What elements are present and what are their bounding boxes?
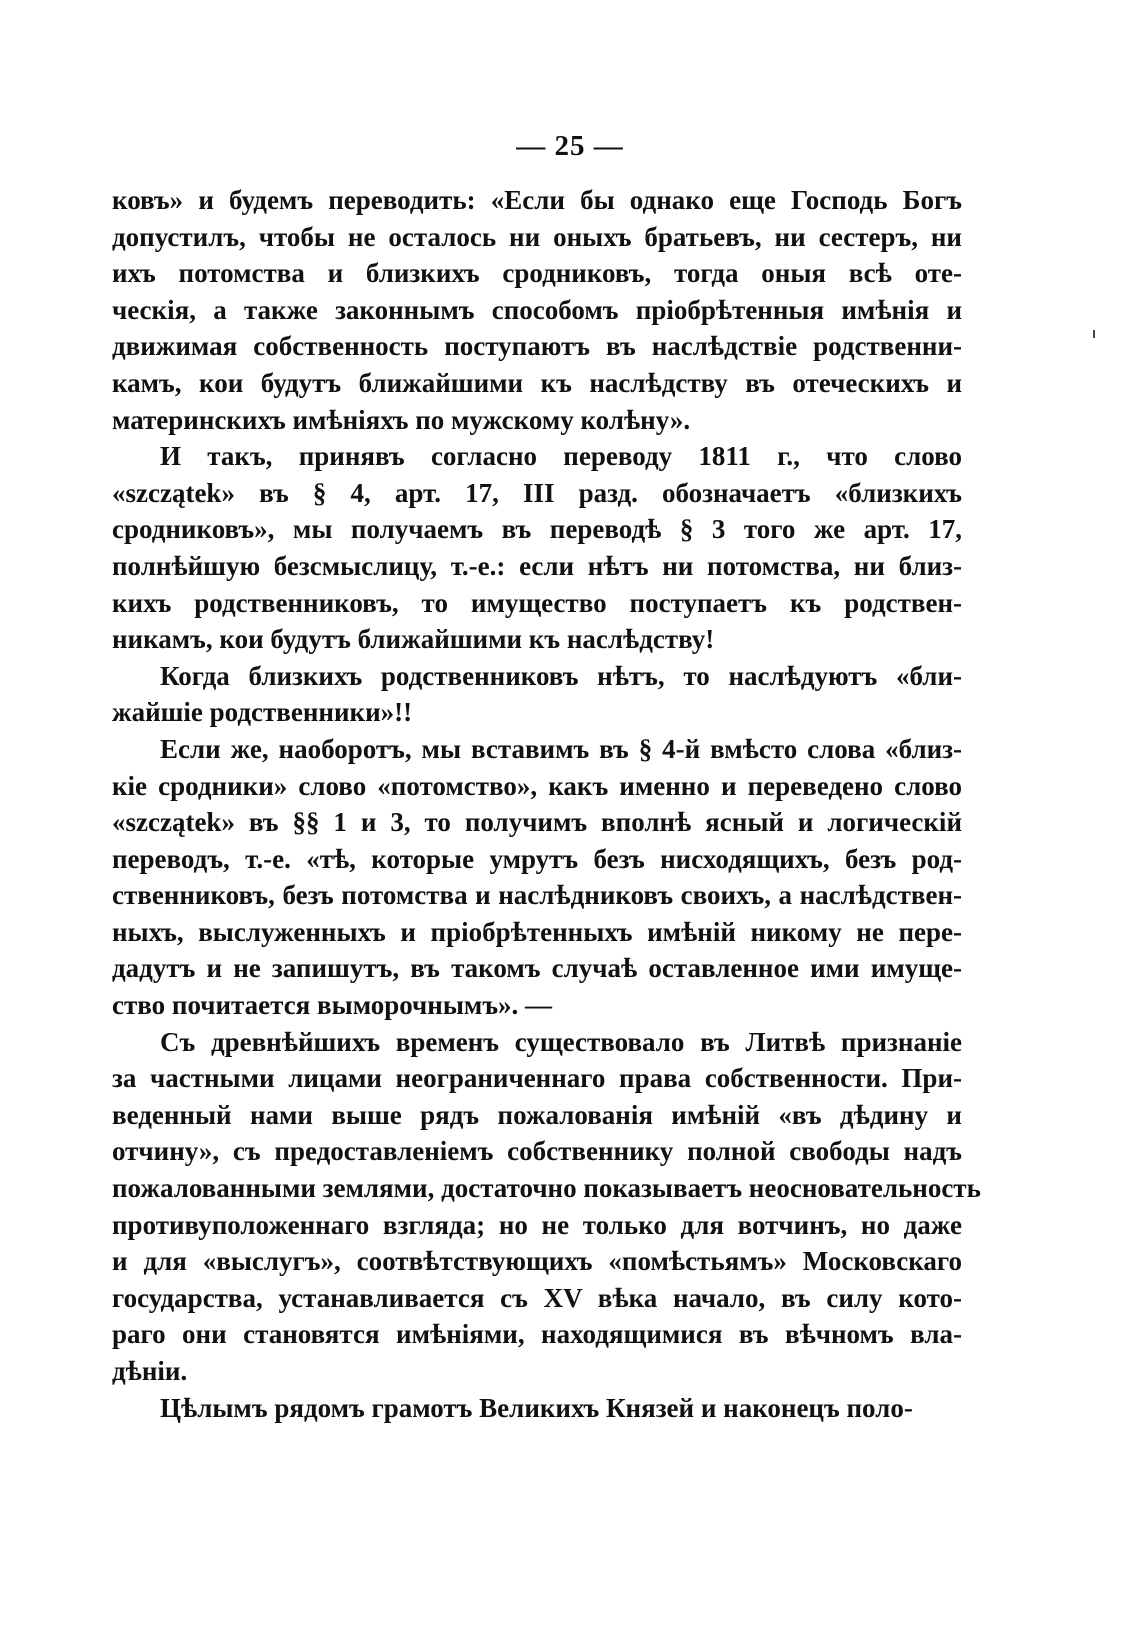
text-line: ческія, а также законнымъ способомъ пріобрѣтенныя имѣнія и: [112, 294, 962, 325]
text-line: пожалованными землями, достаточно показываетъ неосновательность: [112, 1173, 981, 1204]
text-line: Съ древнѣйшихъ временъ существовало въ Литвѣ признаніе: [160, 1026, 962, 1057]
page-number: — 25 —: [516, 130, 624, 162]
paragraph: [112, 731, 962, 1024]
text-line: камъ, кои будутъ ближайшими къ наслѣдству въ отеческихъ и: [112, 367, 962, 398]
text-line: никамъ, кои будутъ ближайшими къ наслѣдству!: [112, 624, 715, 655]
text-line: сродниковъ», мы получаемъ въ переводѣ § 3 того же арт. 17,: [112, 514, 962, 545]
text-line: жайшіе родственники»!!: [112, 697, 413, 728]
text-line: И такъ, принявъ согласно переводу 1811 г., что слово: [160, 441, 962, 472]
text-line: ихъ потомства и близкихъ сродниковъ, тогда оныя всѣ оте-: [112, 258, 962, 289]
text-line: материнскихъ имѣніяхъ по мужскому колѣну».: [112, 404, 691, 435]
text-line: кіе сродники» слово «потомство», какъ именно и переведено слово: [112, 770, 962, 801]
text-line: ковъ» и будемъ переводить: «Если бы однако еще Господь Богъ: [112, 185, 962, 215]
scan-speck: [1093, 330, 1095, 338]
text-line: переводъ, т.-е. «тѣ, которые умрутъ безъ нисходящихъ, безъ род-: [112, 843, 962, 874]
text-line: веденный нами выше рядъ пожалованія имѣній «въ дѣдину и: [112, 1099, 962, 1130]
text-line: и для «выслугъ», соотвѣтствующихъ «помѣстьямъ» Московскаго: [112, 1246, 962, 1277]
text-body: [112, 182, 981, 1426]
text-line: Если же, наоборотъ, мы вставимъ въ § 4-й вмѣсто слова «близ-: [160, 733, 962, 764]
text-line: ныхъ, выслуженныхъ и пріобрѣтенныхъ имѣній никому не пере-: [112, 916, 962, 947]
text-line: государства, устанавливается съ XV вѣка начало, въ силу кото-: [112, 1282, 962, 1313]
text-line: противуположеннаго взгляда; но не только для вотчинъ, но даже: [112, 1209, 962, 1240]
text-line: «szczątek» въ § 4, арт. 17, III разд. обозначаетъ «близкихъ: [112, 477, 962, 508]
text-line: раго они становятся имѣніями, находящимися въ вѣчномъ вла-: [112, 1319, 962, 1350]
text-line: ство почитается выморочнымъ». —: [112, 990, 553, 1021]
text-line: отчину», съ предоставленіемъ собственнику полной свободы надъ: [112, 1136, 962, 1167]
paragraph: [112, 658, 962, 731]
text-line: за частными лицами неограниченнаго права собственности. При-: [112, 1063, 962, 1094]
paragraph: [112, 438, 962, 658]
text-line: допустилъ, чтобы не осталось ни оныхъ братьевъ, ни сестеръ, ни: [112, 221, 962, 252]
paragraph: [112, 1024, 981, 1390]
text-line: дѣніи.: [112, 1356, 188, 1386]
text-line: полнѣйшую безсмыслицу, т.-е.: если нѣтъ ни потомства, ни близ-: [112, 550, 962, 581]
text-line: Когда близкихъ родственниковъ нѣтъ, то наслѣдуютъ «бли-: [160, 660, 962, 691]
text-line: дадутъ и не запишутъ, въ такомъ случаѣ оставленное ими имуще-: [112, 953, 962, 984]
text-line: «szczątek» въ §§ 1 и 3, то получимъ вполнѣ ясный и логическій: [112, 807, 962, 838]
text-line: кихъ родственниковъ, то имущество поступаетъ къ родствен-: [112, 587, 962, 618]
text-line: Цѣлымъ рядомъ грамотъ Великихъ Князей и наконецъ поло-: [160, 1392, 913, 1423]
text-line: движимая собственность поступаютъ въ наслѣдствіе родственни-: [112, 331, 962, 362]
text-line: ственниковъ, безъ потомства и наслѣдниковъ своихъ, а наслѣдствен-: [112, 880, 962, 911]
paragraph: [112, 182, 962, 438]
paragraph: [112, 1390, 962, 1427]
